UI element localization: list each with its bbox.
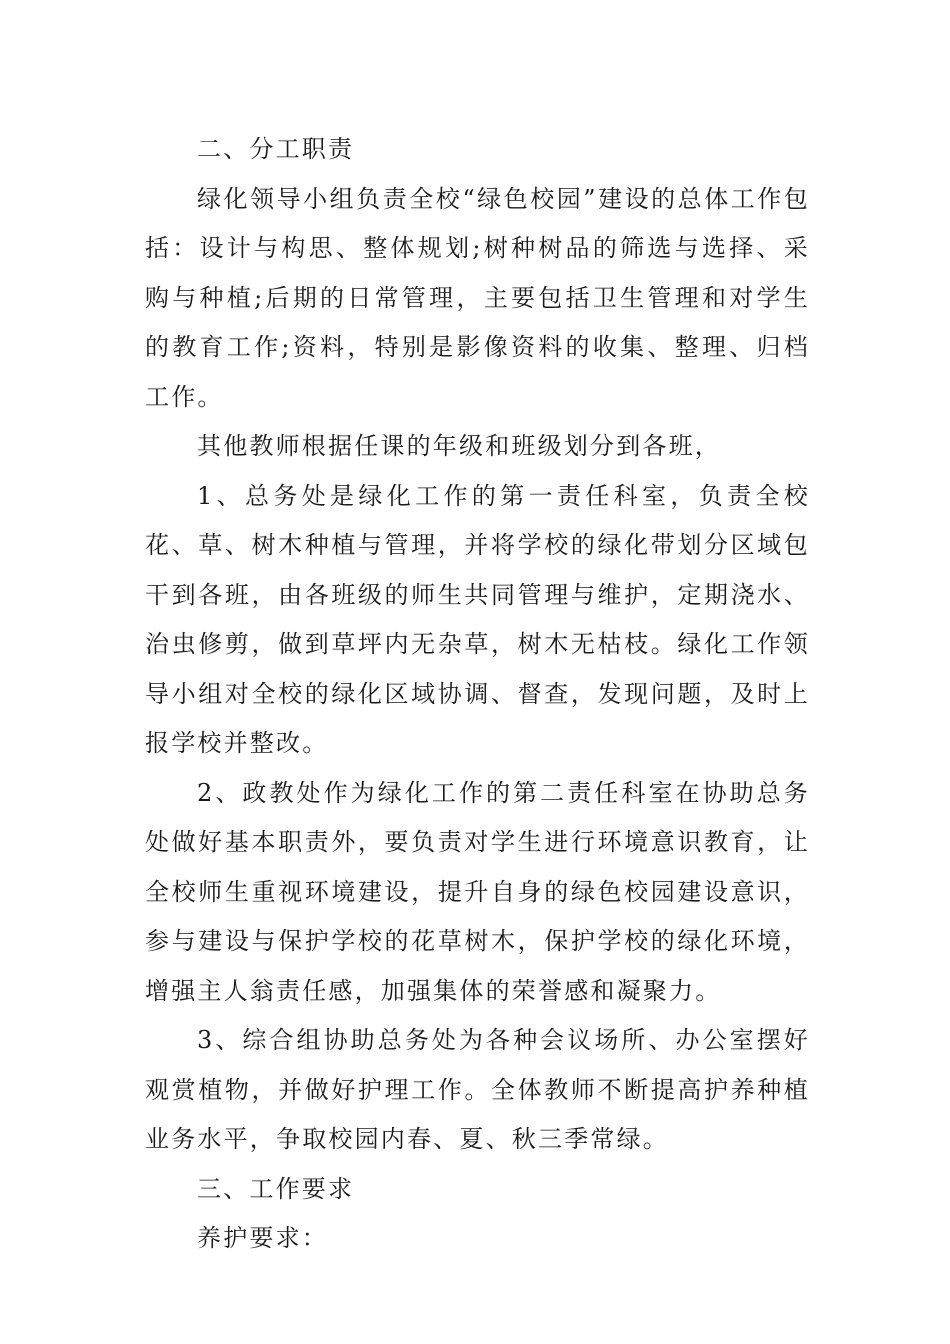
document-body	[145, 125, 810, 1264]
paragraph-item-2-political-education: 2、政教处作为绿化工作的第二责任科室在协助总务处做好基本职责外，要负责对学生进行环境意识教育，让全校师生重视环境建设，提升自身的绿色校园建设意识，参与建设与保护学校的花草树木，保护学校的绿化环境，增强主人翁责任感，加强集体的荣誉感和凝聚力。	[145, 778, 810, 1005]
section-heading-responsibilities: 二、分工职责	[197, 135, 355, 163]
section-heading-work-requirements: 三、工作要求	[197, 1174, 355, 1203]
paragraph-item-3-comprehensive-group: 3、综合组协助总务处为各种会议场所、办公室摆好观赏植物，并做好护理工作。全体教师不断提高护养种植业务水平，争取校园内春、夏、秋三季常绿。	[145, 1026, 810, 1153]
paragraph-other-teachers: 其他教师根据任课的年级和班级划分到各班，	[197, 432, 721, 460]
paragraph-maintenance-requirements: 养护要求：	[197, 1224, 328, 1252]
paragraph-leadership-group: 绿化领导小组负责全校“绿色校园”建设的总体工作包括：设计与构思、整体规划;树种树品的筛选与选择、采购与种植;后期的日常管理，主要包括卫生管理和对学生的教育工作;资料，特别是影像资料的收集、整理、归档工作。	[145, 184, 810, 411]
paragraph-item-1-general-affairs: 1、总务处是绿化工作的第一责任科室，负责全校花、草、树木种植与管理，并将学校的绿化带划分区域包干到各班，由各班级的师生共同管理与维护，定期浇水、治虫修剪，做到草坪内无杂草，树木无枯枝。绿化工作领导小组对全校的绿化区域协调、督查，发现问题，及时上报学校并整改。	[145, 481, 810, 757]
